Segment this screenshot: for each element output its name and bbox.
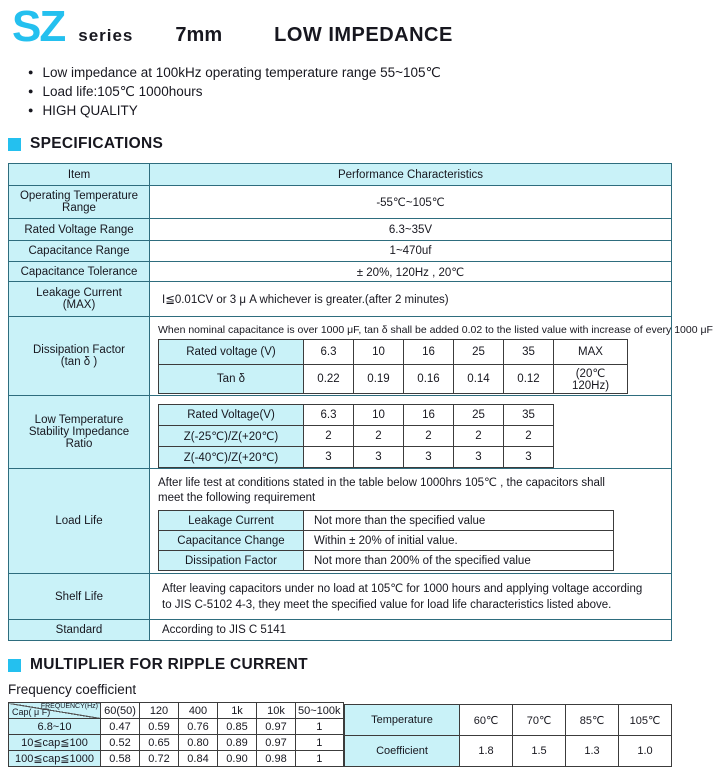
freq-row bbox=[9, 735, 344, 751]
feature-item: ● Load life:105℃ 1000hours bbox=[28, 82, 680, 101]
cell: Rated voltage (V) bbox=[159, 340, 304, 365]
section-title: SPECIFICATIONS bbox=[30, 135, 164, 152]
row-value: -55℃~105℃ bbox=[150, 186, 672, 219]
feature-item: ● Low impedance at 100kHz operating temperature range 55~105℃ bbox=[28, 63, 680, 82]
cell: Leakage Current bbox=[159, 511, 304, 531]
cell: 1.8 bbox=[460, 736, 513, 767]
cell: 6.8~10 bbox=[9, 719, 101, 735]
freq-corner-cell bbox=[9, 703, 101, 719]
multiplier-section-header bbox=[8, 656, 680, 674]
row-value bbox=[150, 574, 672, 620]
row-value: According to JIS C 5141 bbox=[150, 620, 672, 641]
temp-coeff-row bbox=[345, 736, 672, 767]
row-rated-voltage bbox=[9, 219, 672, 241]
row-label-line2: (tan δ ) bbox=[60, 356, 98, 368]
cell: 0.12 bbox=[504, 365, 554, 394]
size-label: 7mm bbox=[175, 24, 223, 46]
col-header-item: Item bbox=[9, 164, 150, 186]
load-life-row bbox=[159, 511, 614, 531]
cell: 0.16 bbox=[404, 365, 454, 394]
cell: 0.14 bbox=[454, 365, 504, 394]
cell: Dissipation Factor bbox=[159, 551, 304, 571]
section-square-icon bbox=[8, 659, 21, 672]
cell: Rated Voltage(V) bbox=[159, 405, 304, 426]
row-load-life bbox=[9, 469, 672, 574]
cell: 70℃ bbox=[513, 705, 566, 736]
cell: 3 bbox=[304, 447, 354, 468]
row-capacitance-tolerance bbox=[9, 262, 672, 282]
cell: 0.80 bbox=[179, 735, 218, 751]
corner-frequency-label: FREQUENCY(Hz) bbox=[40, 703, 98, 710]
cell: 35 bbox=[504, 340, 554, 365]
cell: Coefficient bbox=[345, 736, 460, 767]
cell: 0.97 bbox=[257, 735, 296, 751]
cell: 25 bbox=[454, 340, 504, 365]
cell: 1 bbox=[296, 751, 344, 767]
load-life-note-line1: After life test at conditions stated in the table below 1000hrs 105℃ , the capacitors shall bbox=[158, 477, 605, 489]
col-header-performance: Performance Characteristics bbox=[150, 164, 672, 186]
corner-cap-label: Cap( μ F) bbox=[12, 707, 51, 717]
cell: Tan δ bbox=[159, 365, 304, 394]
frequency-coefficient-table bbox=[8, 702, 344, 767]
cell: 10 bbox=[354, 340, 404, 365]
frequency-coefficient-label: Frequency coefficient bbox=[8, 682, 137, 697]
load-life-row bbox=[159, 551, 614, 571]
row-shelf-life bbox=[9, 574, 672, 620]
cell: 2 bbox=[454, 426, 504, 447]
cell: Capacitance Change bbox=[159, 531, 304, 551]
load-life-note-line2: meet the following requirement bbox=[158, 492, 316, 504]
series-label: series bbox=[78, 26, 134, 45]
cell: 0.76 bbox=[179, 719, 218, 735]
cell: 0.85 bbox=[218, 719, 257, 735]
cell: 0.98 bbox=[257, 751, 296, 767]
cell: 0.58 bbox=[101, 751, 140, 767]
cell: 0.72 bbox=[140, 751, 179, 767]
cell: 6.3 bbox=[304, 405, 354, 426]
series-logo: SZ bbox=[12, 2, 65, 51]
cell: 0.97 bbox=[257, 719, 296, 735]
dissipation-header-row bbox=[159, 340, 628, 365]
row-capacitance-range bbox=[9, 241, 672, 262]
row-operating-temperature bbox=[9, 186, 672, 219]
cell: 120 bbox=[140, 703, 179, 719]
cell: 10≦cap≦100 bbox=[9, 735, 101, 751]
row-dissipation-factor bbox=[9, 317, 672, 396]
freq-row bbox=[9, 751, 344, 767]
row-label: Low Temperature Stability Impedance Ratio bbox=[9, 396, 150, 469]
cell: Temperature bbox=[345, 705, 460, 736]
feature-item: ● HIGH QUALITY bbox=[28, 101, 680, 120]
freq-row bbox=[9, 719, 344, 735]
cell: 60℃ bbox=[460, 705, 513, 736]
row-value: 1~470uf bbox=[150, 241, 672, 262]
cell: 2 bbox=[354, 426, 404, 447]
cell: Z(-25℃)/Z(+20℃) bbox=[159, 426, 304, 447]
row-label-line1: Leakage Current bbox=[36, 287, 122, 299]
low-temp-table bbox=[158, 404, 554, 468]
row-label: Capacitance Tolerance bbox=[9, 262, 150, 282]
shelf-life-text: After leaving capacitors under no load at 105℃ for 1000 hours and applying voltage according to JIS C-5102 4-3, they meet the specified value for load life characteristics listed above. bbox=[162, 582, 643, 611]
page-title: LOW IMPEDANCE bbox=[274, 24, 453, 46]
low-temp-row bbox=[159, 447, 554, 468]
cell: MAX bbox=[554, 340, 628, 365]
cell: 3 bbox=[504, 447, 554, 468]
cell: 85℃ bbox=[566, 705, 619, 736]
row-leakage-current bbox=[9, 282, 672, 317]
row-value: I≦0.01CV or 3 μ A whichever is greater.(after 2 minutes) bbox=[150, 282, 672, 317]
cell: 1.3 bbox=[566, 736, 619, 767]
cell: 2 bbox=[404, 426, 454, 447]
row-label: Load Life bbox=[9, 469, 150, 574]
cell: 1.5 bbox=[513, 736, 566, 767]
cell: 16 bbox=[404, 340, 454, 365]
cell: Within ± 20% of initial value. bbox=[304, 531, 614, 551]
row-label: Capacitance Range bbox=[9, 241, 150, 262]
low-temp-row bbox=[159, 426, 554, 447]
cell: 35 bbox=[504, 405, 554, 426]
row-label: Shelf Life bbox=[9, 574, 150, 620]
page-header bbox=[0, 0, 680, 50]
cell: 1k bbox=[218, 703, 257, 719]
row-label bbox=[9, 282, 150, 317]
cell: 0.84 bbox=[179, 751, 218, 767]
temperature-coefficient-table bbox=[344, 704, 672, 767]
cell: 0.19 bbox=[354, 365, 404, 394]
load-life-row bbox=[159, 531, 614, 551]
feature-list bbox=[28, 63, 680, 120]
row-standard bbox=[9, 620, 672, 641]
cell: 105℃ bbox=[619, 705, 672, 736]
low-temp-content bbox=[150, 396, 672, 469]
cell: 6.3 bbox=[304, 340, 354, 365]
row-low-temp-stability bbox=[9, 396, 672, 469]
cell: 100≦cap≦1000 bbox=[9, 751, 101, 767]
specifications-table bbox=[8, 163, 713, 641]
cell: Z(-40℃)/Z(+20℃) bbox=[159, 447, 304, 468]
row-label bbox=[9, 317, 150, 396]
cell: 10k bbox=[257, 703, 296, 719]
cell: 2 bbox=[304, 426, 354, 447]
cell: 0.90 bbox=[218, 751, 257, 767]
cell: 0.22 bbox=[304, 365, 354, 394]
dissipation-table bbox=[158, 339, 628, 394]
temp-header-row bbox=[345, 705, 672, 736]
cell: 60(50) bbox=[101, 703, 140, 719]
row-value: ± 20%, 120Hz , 20℃ bbox=[150, 262, 672, 282]
cell: 0.52 bbox=[101, 735, 140, 751]
specifications-section-header bbox=[8, 135, 680, 153]
section-square-icon bbox=[8, 138, 21, 151]
cell: 1 bbox=[296, 719, 344, 735]
cell: 3 bbox=[404, 447, 454, 468]
cell: Not more than the specified value bbox=[304, 511, 614, 531]
multiplier-tables bbox=[8, 702, 672, 767]
cell: 16 bbox=[404, 405, 454, 426]
cell: 0.65 bbox=[140, 735, 179, 751]
cell: 400 bbox=[179, 703, 218, 719]
cell: 50~100k bbox=[296, 703, 344, 719]
row-label: Standard bbox=[9, 620, 150, 641]
low-temp-row bbox=[159, 405, 554, 426]
cell: 25 bbox=[454, 405, 504, 426]
row-label: Operating Temperature Range bbox=[9, 186, 150, 219]
cell: 3 bbox=[354, 447, 404, 468]
cell: 2 bbox=[504, 426, 554, 447]
row-label-line2: (MAX) bbox=[62, 299, 96, 311]
cell: 0.59 bbox=[140, 719, 179, 735]
load-life-table bbox=[158, 510, 614, 571]
freq-header-row bbox=[9, 703, 344, 719]
section-title: MULTIPLIER FOR RIPPLE CURRENT bbox=[30, 656, 308, 673]
cell: (20℃ 120Hz) bbox=[554, 365, 628, 394]
cell: 3 bbox=[454, 447, 504, 468]
spec-header-row bbox=[9, 164, 672, 186]
row-label-line1: Dissipation Factor bbox=[32, 344, 126, 356]
cell: 1 bbox=[296, 735, 344, 751]
dissipation-content bbox=[150, 317, 713, 396]
cell: 10 bbox=[354, 405, 404, 426]
row-label: Rated Voltage Range bbox=[9, 219, 150, 241]
cell: 1.0 bbox=[619, 736, 672, 767]
cell: 0.47 bbox=[101, 719, 140, 735]
cell: 0.89 bbox=[218, 735, 257, 751]
dissipation-tan-row bbox=[159, 365, 628, 394]
row-value: 6.3~35V bbox=[150, 219, 672, 241]
dissipation-note: When nominal capacitance is over 1000 μF, tan δ shall be added 0.02 to the listed value with increase of every 1000 μF bbox=[158, 324, 713, 336]
cell: Not more than 200% of the specified value bbox=[304, 551, 614, 571]
load-life-content bbox=[150, 469, 672, 574]
